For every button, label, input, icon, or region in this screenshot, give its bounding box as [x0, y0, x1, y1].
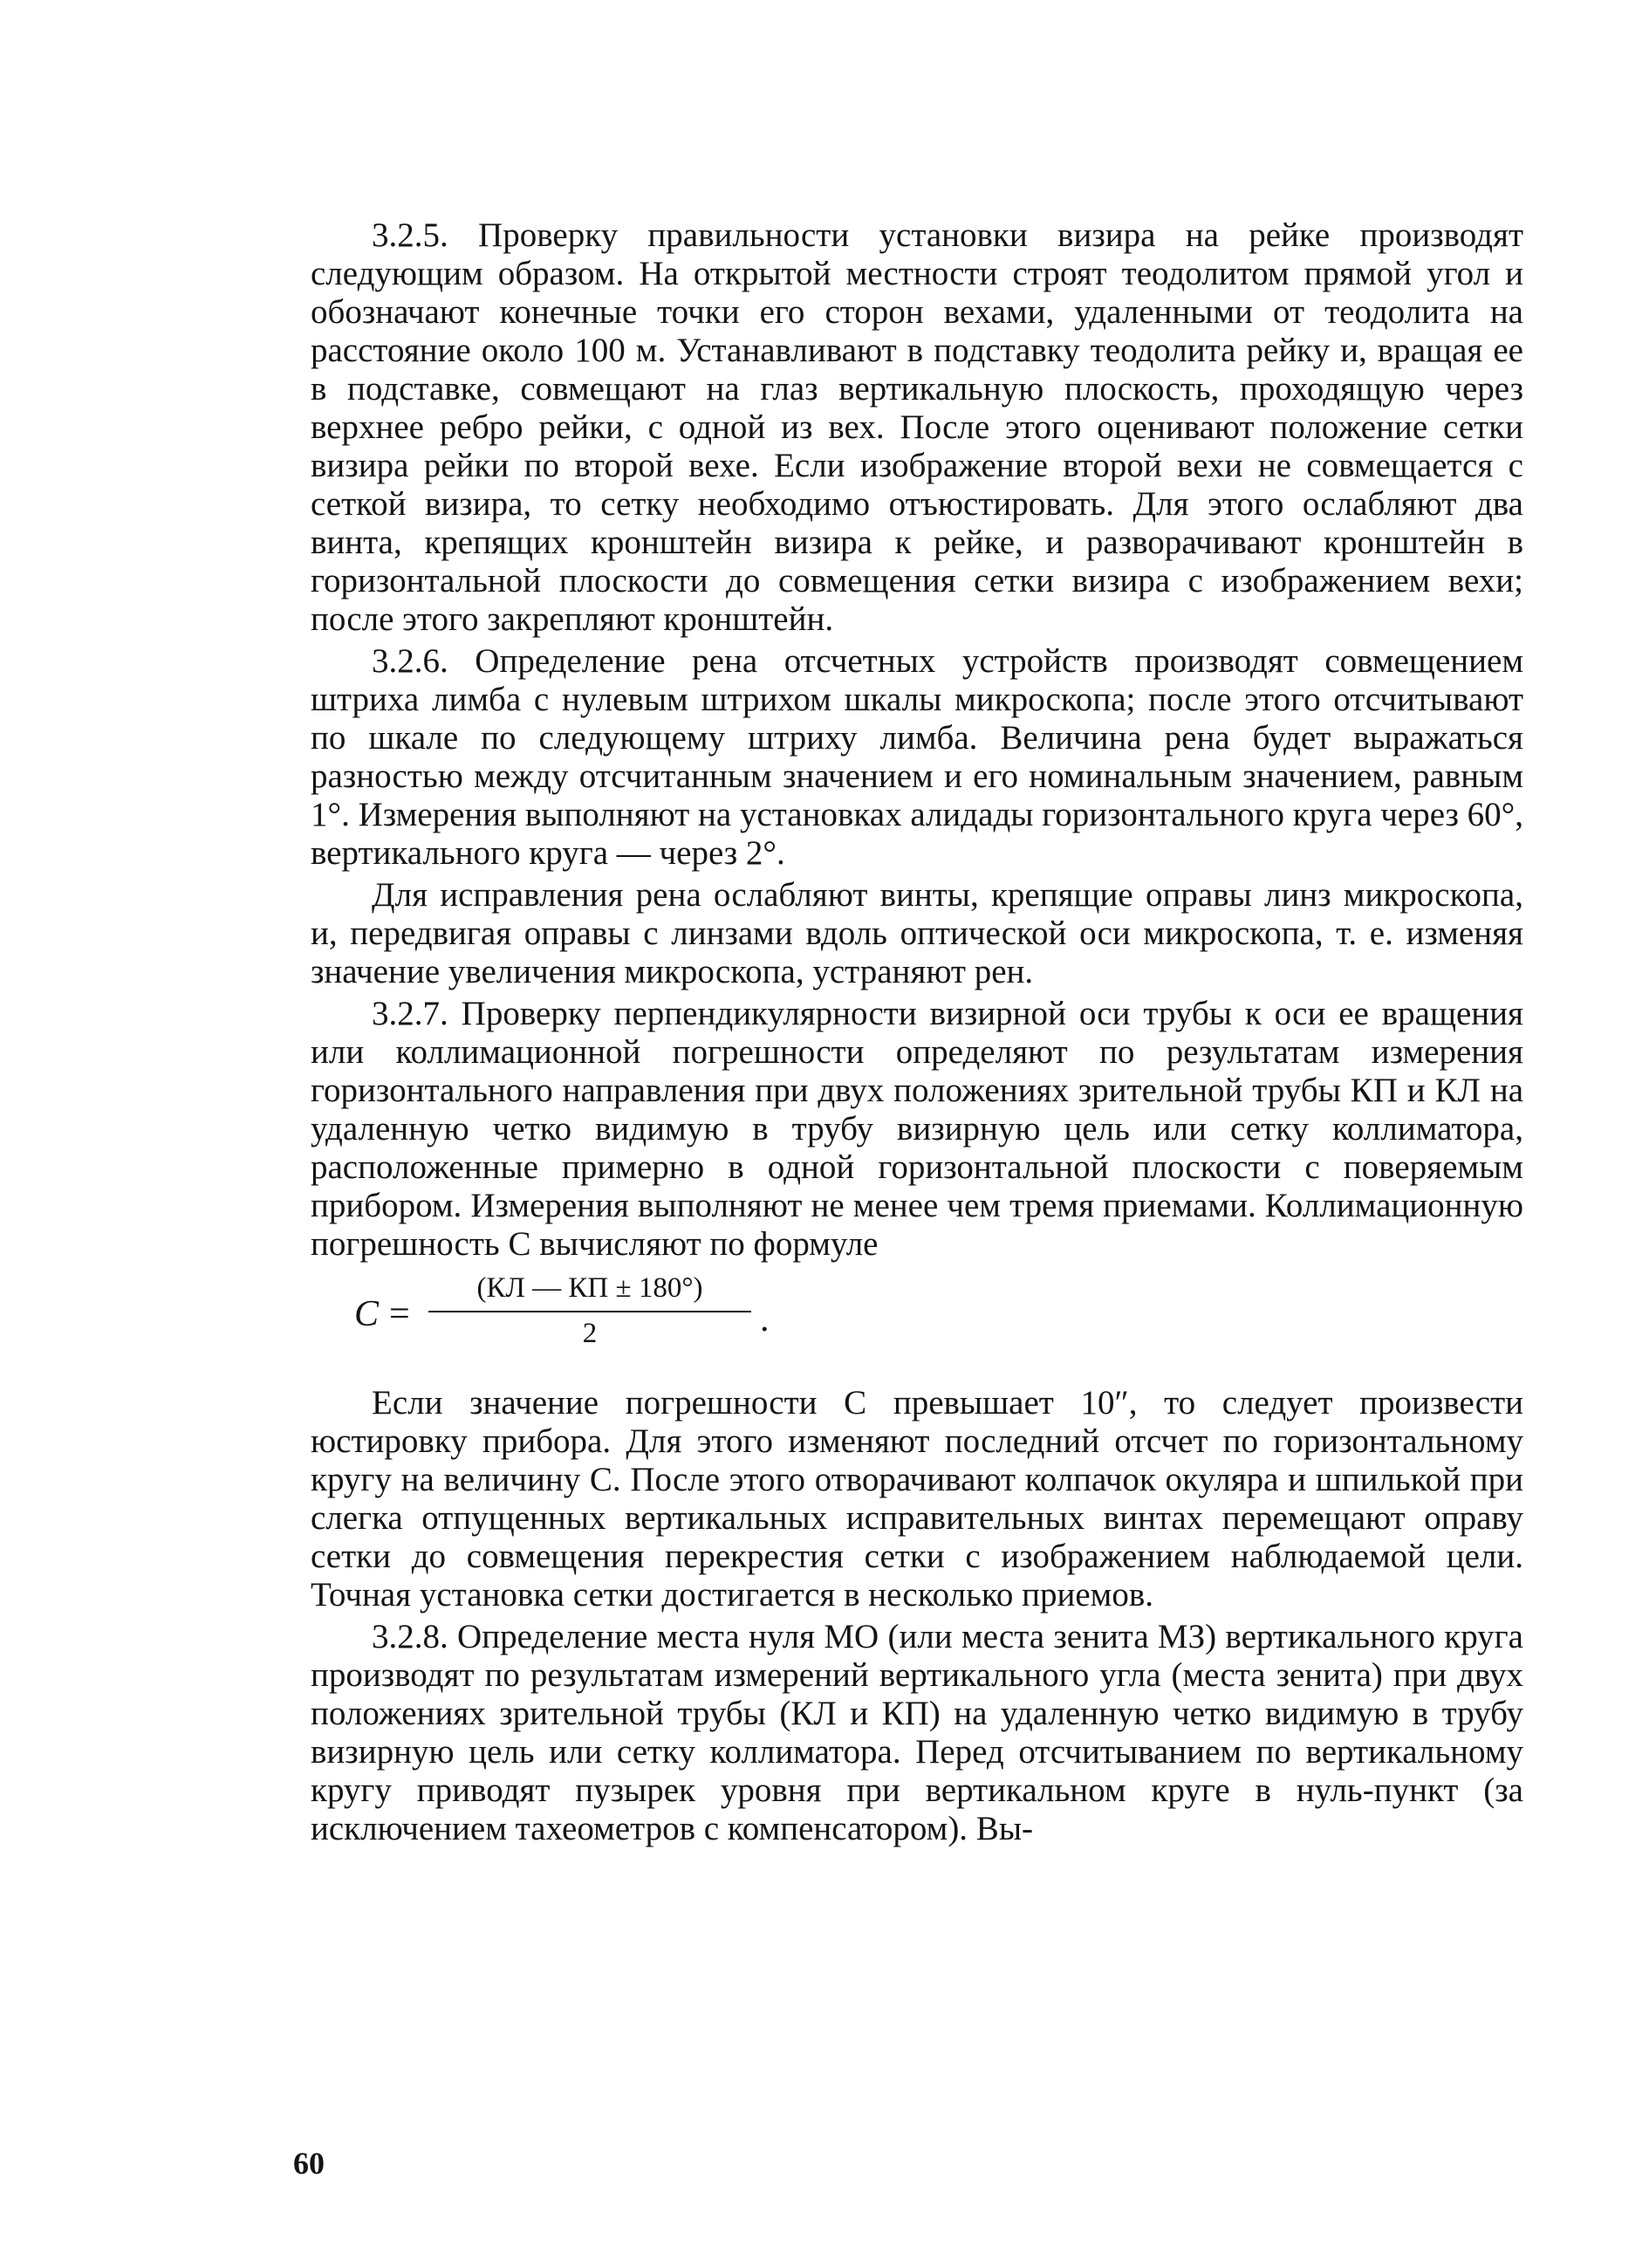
formula-trailing-dot: . — [760, 1299, 770, 1340]
paragraph-3-2-8: 3.2.8. Определение места нуля МО (или места зенита МЗ) вертикального круга производят по результатам измерений вертикального угла (места зенита) при двух положениях зрительной трубы (КЛ и КП) на удаленную четко видимую в трубу визирную цель или сетку коллиматора. Перед отсчитыванием по вертикальному кругу приводят пузырек уровня при вертикальном круге в нуль-пункт (за исключением тахеометров с компенсатором). Вы- — [311, 1618, 1523, 1847]
paragraph-3-2-6: 3.2.6. Определение рена отсчетных устройств производят совмещением штриха лимба с нулевым штрихом шкалы микроскопа; после этого отсчитывают по шкале по следующему штриху лимба. Величина рена будет выражаться разностью между отсчитанным значением и его номинальным значением, равным 1°. Измерения выполняют на установках алидады горизонтального круга через 60°, вертикального круга — через 2°. — [311, 642, 1523, 872]
paragraph-3-2-6-correction: Для исправления рена ослабляют винты, крепящие оправы линз микроскопа, и, передвигая оправы с линзами вдоль оптической оси микроскопа, т. е. изменяя значение увеличения микроскопа, устраняют рен. — [311, 876, 1523, 990]
page-number: 60 — [293, 2146, 325, 2181]
paragraph-3-2-7: 3.2.7. Проверку перпендикулярности визирной оси трубы к оси ее вращения или коллимационной погрешности определяют по результатам измерения горизонтального направления при двух положениях зрительной трубы КП и КЛ на удаленную четко видимую в трубу визирную цель или сетку коллиматора, расположенные примерно в одной горизонтальной плоскости с поверяемым прибором. Измерения выполняют не менее чем тремя приемами. Коллимационную погрешность C вычисляют по формуле — [311, 995, 1523, 1263]
formula-fraction — [428, 1269, 751, 1353]
paragraph-3-2-5: 3.2.5. Проверку правильности установки визира на рейке производят следующим образом. На открытой местности строят теодолитом прямой угол и обозначают конечные точки его сторон вехами, удаленными от теодолита на расстояние около 100 м. Устанавливают в подставку теодолита рейку и, вращая ее в подставке, совмещают на глаз вертикальную плоскость, проходящую через верхнее ребро рейки, с одной из вех. После этого оценивают положение сетки визира рейки по второй вехе. Если изображение второй вехи не совмещается с сеткой визира, то сетку необходимо отъюстировать. Для этого ослабляют два винта, крепящих кронштейн визира к рейке, и разворачивают кронштейн в горизонтальной плоскости до совмещения сетки визира с изображением вехи; после этого закрепляют кронштейн. — [311, 216, 1523, 638]
formula-equals: = — [389, 1294, 410, 1334]
body-text — [311, 216, 1523, 1848]
formula-lhs: C — [354, 1294, 380, 1334]
formula-denominator: 2 — [582, 1318, 598, 1349]
collimation-formula — [311, 1269, 1523, 1372]
paragraph-3-2-7-adjustment: Если значение погрешности C превышает 10″, то следует произвести юстировку прибора. Для этого изменяют последний отсчет по горизонтальному кругу на величину C. После этого отворачивают колпачок окуляра и шпилькой при слегка отпущенных вертикальных исправительных винтах перемещают оправу сетки до совмещения перекрестия сетки с изображением наблюдаемой цели. Точная установка сетки достигается в несколько приемов. — [311, 1384, 1523, 1614]
formula-numerator: (КЛ — КП ± 180°) — [428, 1269, 751, 1312]
